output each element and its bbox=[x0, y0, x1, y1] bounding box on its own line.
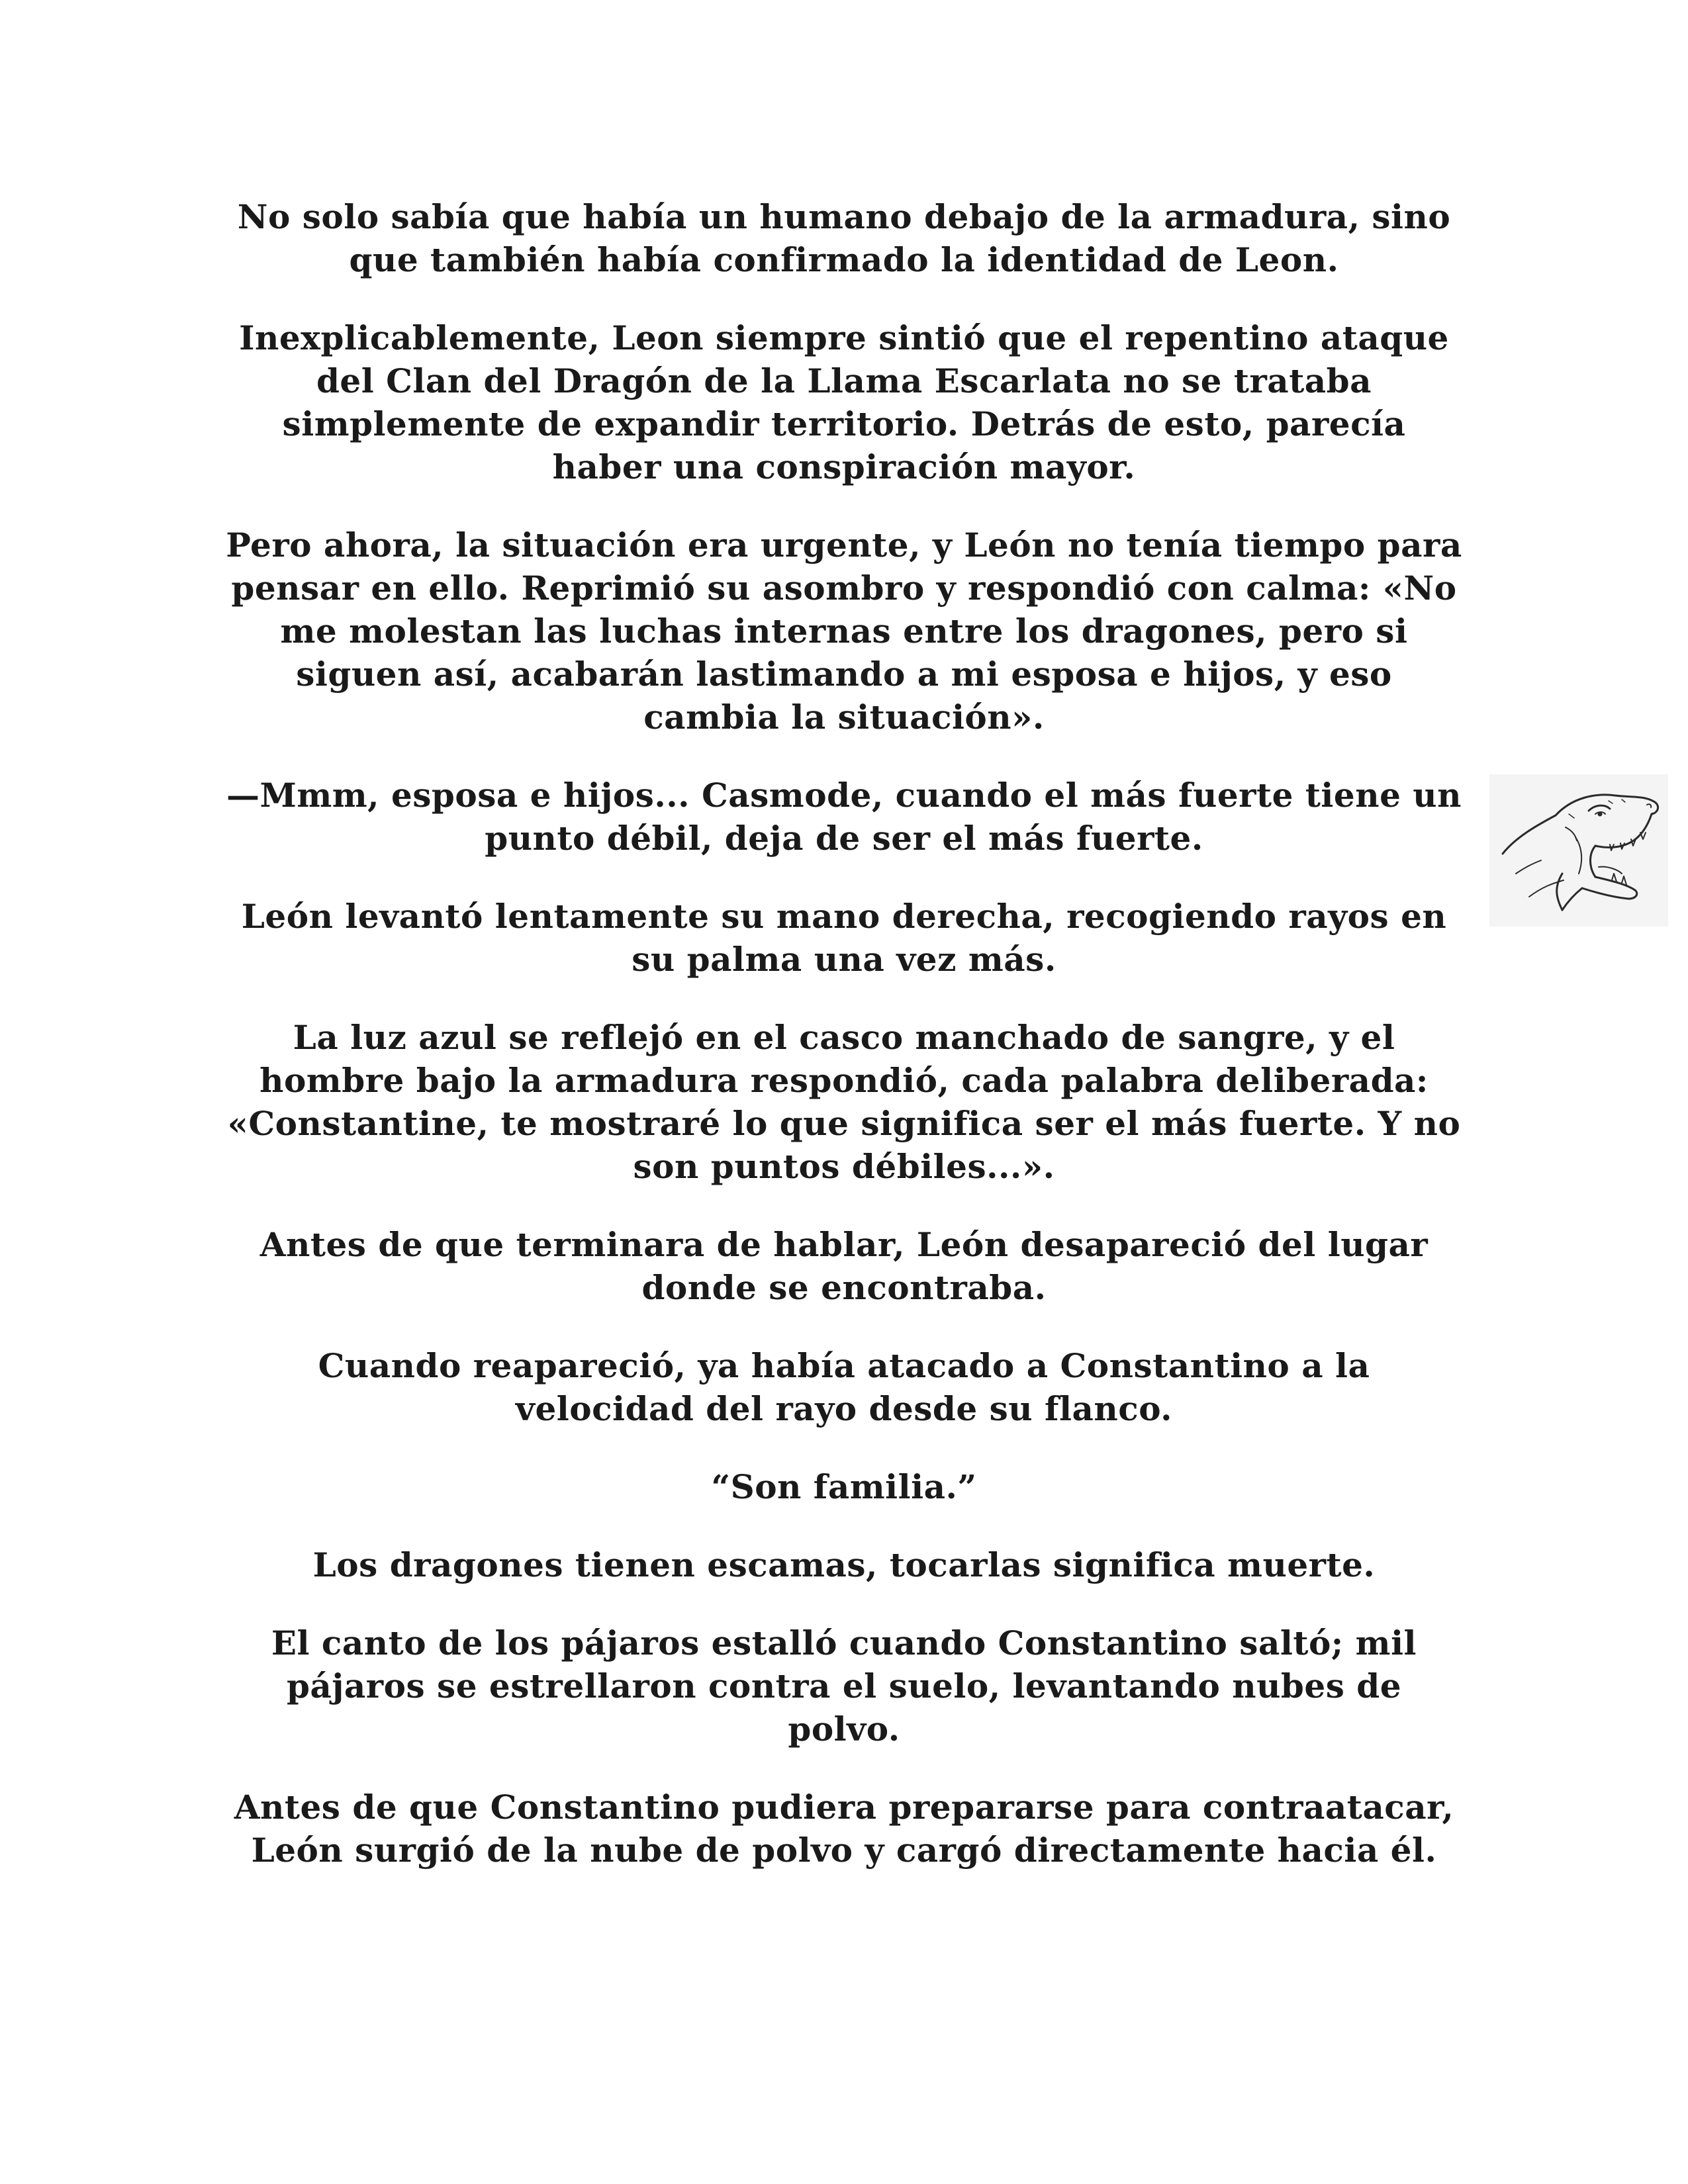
paragraph: La luz azul se reflejó en el casco manchado de sangre, y el hombre bajo la armadura respondió, cada palabra deliberada: «Constantine, te mostraré lo que significa ser el más fuerte. Y no son puntos débiles...». bbox=[227, 1018, 1461, 1186]
paragraph: No solo sabía que había un humano debajo de la armadura, sino que también había confirmado la identidad de Leon. bbox=[237, 197, 1451, 279]
paragraph: Cuando reapareció, ya había atacado a Constantino a la velocidad del rayo desde su flanco. bbox=[318, 1346, 1370, 1428]
dinosaur-head-sketch-icon bbox=[1489, 774, 1668, 927]
paragraph: Pero ahora, la situación era urgente, y León no tenía tiempo para pensar en ello. Reprimió su asombro y respondió con calma: «No me molestan las luchas internas entre los dragones, pero si siguen así, acabarán lastimando a mi esposa e hijos, y eso cambia la situación». bbox=[226, 525, 1462, 737]
paragraph: “Son familia.” bbox=[711, 1467, 977, 1506]
paragraph: Antes de que Constantino pudiera prepararse para contraatacar, León surgió de la nube de polvo y cargó directamente hacia él. bbox=[234, 1788, 1454, 1870]
paragraph: Los dragones tienen escamas, tocarlas significa muerte. bbox=[312, 1545, 1376, 1584]
document-body bbox=[225, 195, 1463, 1907]
paragraph: Antes de que terminara de hablar, León desapareció del lugar donde se encontraba. bbox=[259, 1225, 1429, 1307]
paragraph: León levantó lentamente su mano derecha, recogiendo rayos en su palma una vez más. bbox=[241, 897, 1447, 979]
paragraph: El canto de los pájaros estalló cuando Constantino saltó; mil pájaros se estrellaron contra el suelo, levantando nubes de polvo. bbox=[271, 1623, 1417, 1749]
paragraph: Inexplicablemente, Leon siempre sintió que el repentino ataque del Clan del Dragón de la Llama Escarlata no se trataba simplemente de expandir territorio. Detrás de esto, parecía haber una conspiración mayor. bbox=[239, 318, 1449, 486]
paragraph: —Mmm, esposa e hijos... Casmode, cuando el más fuerte tiene un punto débil, deja de ser el más fuerte. bbox=[226, 776, 1462, 858]
